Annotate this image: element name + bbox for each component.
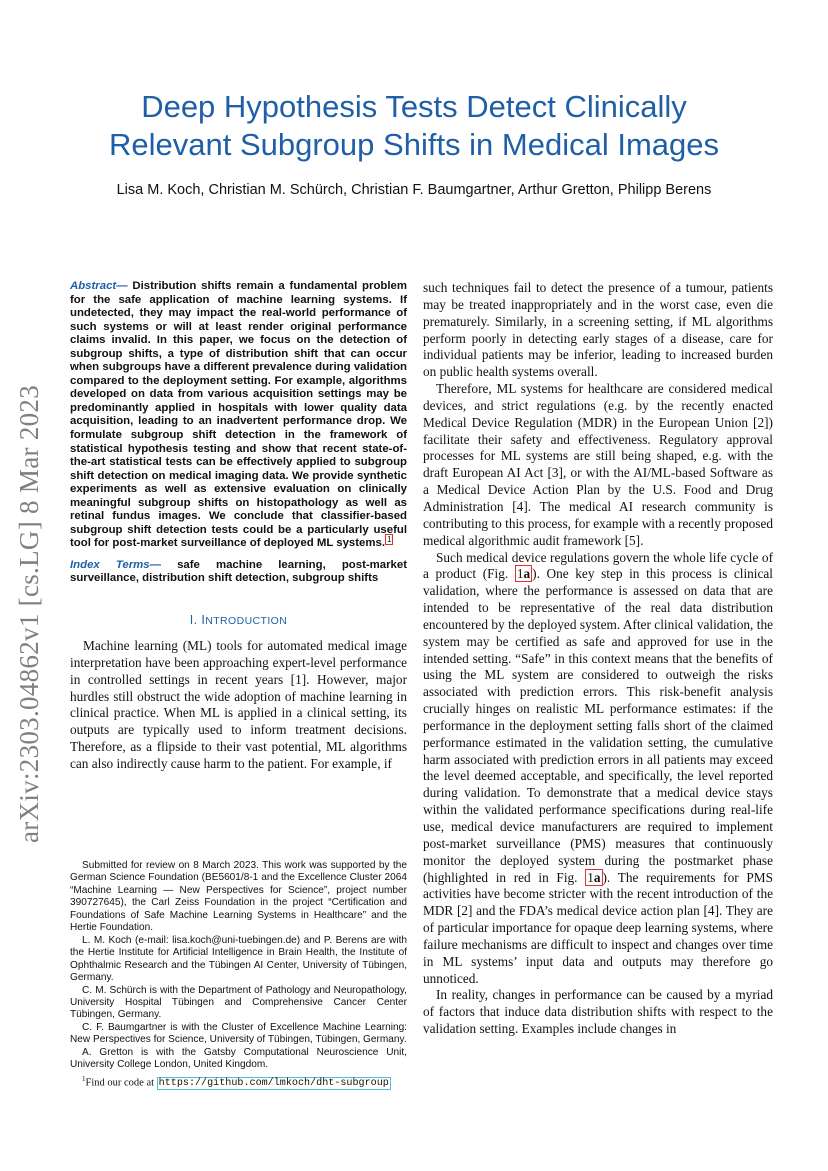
left-column [70,280,407,773]
figure-ref-link[interactable] [515,565,532,582]
intro-paragraph-4 [423,550,773,988]
footnotes [70,860,407,1091]
section-heading-introduction [70,613,407,627]
footnote-code [70,1073,407,1091]
index-terms [70,559,407,586]
title-line-2: Relevant Subgroup Shifts in Medical Images [109,127,719,162]
section-title-first-letter: I [201,613,206,628]
footnote-affiliation-baumgartner: C. F. Baumgartner is with the Cluster of Excellence Machine Learning: New Perspectives for Science, University of Tübingen, Tübingen, Germany. [70,1021,407,1046]
section-title-rest: NTRODUCTION [205,615,288,628]
figure-ref-panel: a [523,566,531,582]
footnote-funding: Submitted for review on 8 March 2023. This work was supported by the German Science Foundation (BE5601/8-1 and the Excellence Cluster 2064 “Machine Learning — New Perspectives for Science”, project number 390727645), the Carl Zeiss Foundation in the project “Certification and Foundations of Safe Machine Learning Systems in Healthcare” and the Hertie Foundation. [70,860,407,934]
intro-paragraph-2: such techniques fail to detect the presence of a tumour, patients may be treated inappropriately and in the worst case, even die prematurely. Similarly, in a screening setting, if ML algorithms perform poorly in detecting early stages of a disease, care for individual patients may be inferior, leading to increased burden on public health systems overall. [423,280,773,380]
figure-ref-link-2[interactable] [585,869,602,886]
arxiv-identifier-stamp: arXiv:2303.04862v1 [cs.LG] 8 Mar 2023 [14,384,44,843]
right-column [423,280,773,1038]
abstract-text: Distribution shifts remain a fundamental problem for the safe application of machine learning systems. If undetected, they may impact the real-world performance of such systems or will at least render original performance claims invalid. In this paper, we focus on the detection of subgroup shifts, a type of distribution shift that can occur when subgroups have a different prevalence during validation compared to the deployment setting. For example, algorithms developed on data from various acquisition settings may be predominantly applied in hospitals with lower quality data acquisition, leading to an inadvertent performance drop. We formulate subgroup shift detection in the framework of statistical hypothesis testing and show that recent state-of-the-art statistical tests can be effectively applied to subgroup shift detection on medical imaging data. We provide synthetic experiments as well as extensive evaluation on clinically meaningful subgroup shifts on histopathology as well as retinal fundus images. We conclude that classifier-based subgroup shift detection tests could be a particularly useful tool for post-market surveillance of deployed ML systems. [70,280,407,550]
title-line-1: Deep Hypothesis Tests Detect Clinically [141,89,687,124]
intro-paragraph-5: In reality, changes in performance can be caused by a myriad of factors that induce data distribution shifts with respect to the validation setting. Examples include changes in [423,987,773,1037]
footnote-affiliation-schurch: C. M. Schürch is with the Department of Pathology and Neuropathology, University Hospital Tübingen and Comprehensive Cancer Center Tübingen, Germany. [70,984,407,1021]
section-number: I. [189,613,198,628]
code-repository-link[interactable]: https://github.com/lmkoch/dht-subgroup [158,1078,389,1090]
index-terms-label: Index Terms— [70,558,161,571]
intro-paragraph-3: Therefore, ML systems for healthcare are considered medical devices, and strict regulations (e.g. by the recently enacted Medical Device Regulation (MDR) in the European Union [2]) facilitate their safety and effectiveness. Regulatory approval processes for ML systems are still being shaped, e.g. with the draft European AI Act [3], or with the AI/ML-based Software as a Medical Device Action Plan by the U.S. Food and Drug Administration [4]. The medical AI research community is contributing to this process, for example with a recently proposed medical algorithmic audit framework [5]. [423,381,773,548]
footnote-code-prefix: Find our code at [85,1077,157,1089]
p4-text-end: ). The requirements for PMS activities have become stricter with the recent introduction of the MDR [2] and the FDA’s medical device action plan [4]. They are of particular importance for opaque deep learning systems, where failure mechanisms are difficult to inspect and changes over time in ML systems’ input data and outputs may therefore go unnoticed. [423,869,773,986]
paper-title [40,88,788,164]
footnote-affiliation-koch-berens: L. M. Koch (e-mail: lisa.koch@uni-tuebingen.de) and P. Berens are with the Hertie Institute for Artificial Intelligence in Brain Health, the Institute of Ophthalmic Research and the Tübingen AI Center, University of Tübingen, Germany. [70,934,407,984]
p4-text-middle: ). One key step in this process is clinical validation, where the performance is assessed on data that are intended to be representative of the real data distribution encountered by the deployed system. After clinical validation, the system may be certified as safe and approved for use in the intended setting. “Safe” in this context means that the benefits of using the ML system are considered to outweigh the risks associated with prediction errors. This risk-benefit analysis crucially hinges on realistic ML performance estimates: if the performance in the deployment setting falls short of the claimed performance estimated in the validation setting, the cumulative harm associated with prediction errors in all patients may exceed the level deemed acceptable, and specifically, the level reported during validation. To demonstrate that a medical device stays within the validated performance specifications during real-life use, medical device manufacturers are required to implement post-market surveillance (PMS) measures that continuously monitor the deployed system during the postmarket phase (highlighted in red in Fig. [423,566,773,885]
index-terms-text: safe machine learning, post-market surveillance, distribution shift detection, subgroup shifts [70,558,408,585]
abstract-label: Abstract— [70,280,128,292]
figure-ref-panel-2: a [593,869,601,885]
footnote-code-mark: 1 [82,1074,86,1083]
figure-ref-number: 1 [516,566,524,582]
figure-ref-number-2: 1 [587,869,594,885]
abstract [70,280,407,551]
footnote-affiliation-gretton: A. Gretton is with the Gatsby Computational Neuroscience Unit, University College London, United Kingdom. [70,1046,407,1071]
p4-text-before: Such medical device regulations govern the whole life cycle of a product (Fig. [423,549,773,582]
abstract-footnote-link[interactable]: 1 [387,534,392,544]
author-list: Lisa M. Koch, Christian M. Schürch, Christian F. Baumgartner, Arthur Gretton, Philipp Berens [116,182,712,198]
intro-paragraph-1: Machine learning (ML) tools for automated medical image interpretation have been approaching expert-level performance in controlled settings in recent years [1]. However, major hurdles still obstruct the wide adoption of machine learning in clinical practice. When ML is applied in a clinical setting, its outputs are typically used to inform treatment decisions. Therefore, as a flipside to their vast potential, ML algorithms can also indirectly cause harm to the patient. For example, if [70,638,407,771]
